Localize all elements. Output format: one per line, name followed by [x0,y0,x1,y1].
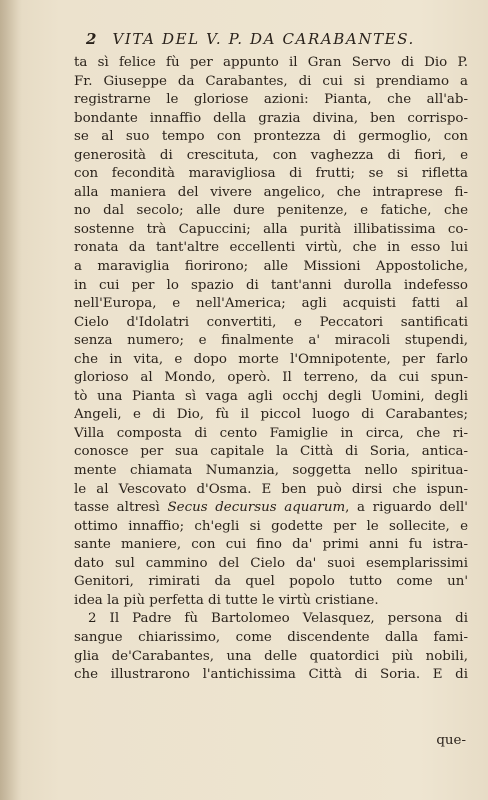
text-line: glia de'Carabantes, una delle quatordici più nobili, [74,648,468,664]
text-line: dato sul cammino del Cielo da' suoi esemplarissimi [74,555,468,571]
text-line: Genitori, rimirati da quel popolo tutto come un' [74,574,468,590]
text-line: tò una Pianta sì vaga agli occhj degli Uomini, degli [74,388,468,404]
text-line: sante maniere, con cui fino da' primi anni fu istra- [74,537,468,553]
text-line: nell'Europa, e nell'America; agli acquisti fatti al [74,296,468,312]
text-line: Villa composta di cento Famiglie in circa, che ri- [74,425,468,441]
text-line: Cielo d'Idolatri convertiti, e Peccatori santificati [74,314,468,330]
text-line: Fr. Giuseppe da Carabantes, di cui si prendiamo a [74,73,468,89]
text-line: ta sì felice fù per appunto il Gran Servo di Dio P. [74,55,468,70]
text-line: registrarne le gloriose azioni: Pianta, che all'ab- [74,92,468,108]
gutter-shadow [0,0,22,800]
text-line: ottimo innaffio; ch'egli si godette per le sollecite, e [74,518,468,534]
text-line: sangue chiarissimo, come discendente dalla fami- [74,629,468,645]
text-line: idea la più perfetta di tutte le virtù cristiane. [74,592,379,608]
text-line: ronata da tant'altre eccellenti virtù, che in esso lui [74,240,468,256]
text-line: conosce per sua capitale la Città di Soria, antica- [74,444,468,460]
page-number: 2 [86,30,97,48]
text-line: 2 Il Padre fù Bartolomeo Velasquez, persona di [88,611,468,627]
text-line: senza numero; e finalmente a' miracoli stupendi, [74,333,468,349]
text-line: bondante innaffio della grazia divina, ben corrispo- [74,110,468,126]
text-line: Angeli, e di Dio, fù il piccol luogo di Carabantes; [74,407,468,423]
text-line: glorioso al Mondo, operò. Il terreno, da cui spun- [74,370,468,386]
text-line: che in vita, e dopo morte l'Omnipotente, per farlo [74,351,468,367]
text-line: generosità di crescituta, con vaghezza di fiori, e [74,147,468,163]
text-line: con fecondità maravigliosa di frutti; se si rifletta [74,166,468,182]
running-title: VITA DEL V. P. DA CARABANTES. [112,30,415,48]
text-line: le al Vescovato d'Osma. E ben può dirsi che ispun- [74,481,468,497]
catchword: que- [436,733,466,748]
page-header [86,30,466,52]
text-line: alla maniera del vivere angelico, che intraprese fi- [74,184,468,200]
text-line: no dal secolo; alle dure penitenze, e fatiche, che [74,203,468,219]
text-line: a maraviglia fiorirono; alle Missioni Appostoliche, [74,259,468,275]
text-line: che illustrarono l'antichissima Città di Soria. E di [74,667,468,683]
text-line: sostenne trà Capuccini; alla purità illibatissima co- [74,221,468,237]
text-line: in cui per lo spazio di tant'anni durolla indefesso [74,277,468,293]
body-text [74,54,468,685]
text-line: se al suo tempo con prontezza di germoglio, con [74,129,468,145]
text-line: tasse altresì Secus decursus aquarum, a riguardo dell' [74,500,468,516]
text-line: mente chiamata Numanzia, soggetta nello spiritua- [74,463,468,479]
